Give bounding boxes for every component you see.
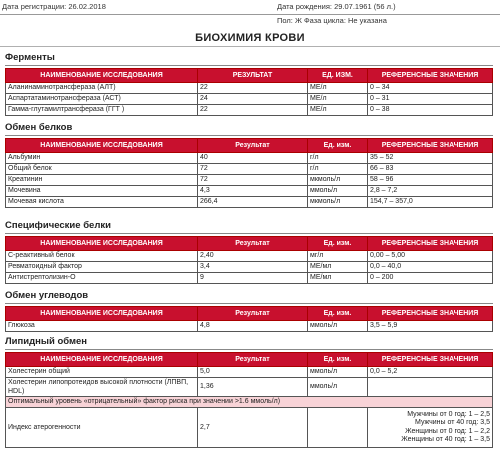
test-unit: г/л [308, 153, 368, 164]
test-ref: 66 – 83 [368, 164, 493, 175]
test-ref [368, 378, 493, 397]
test-name: Креатинин [6, 175, 198, 186]
test-name: Аспартатаминотрансфераза (АСТ) [6, 94, 198, 105]
test-unit: ммоль/л [308, 378, 368, 397]
section-lipids [5, 336, 493, 448]
table-row [6, 164, 493, 175]
test-ref: 0 – 34 [368, 83, 493, 94]
test-name: Гамма-глутамилтрансфераза (ГГТ ) [6, 105, 198, 116]
table-row [6, 273, 493, 284]
table-header-row [6, 69, 493, 83]
table-header-row [6, 237, 493, 251]
col-result-header: Результат [198, 139, 308, 153]
test-unit: ммоль/л [308, 321, 368, 332]
test-unit: ммоль/л [308, 367, 368, 378]
test-ref: 0,0 – 5,2 [368, 367, 493, 378]
table-row [6, 321, 493, 332]
col-result-header: РЕЗУЛЬТАТ [198, 69, 308, 83]
section-divider [5, 135, 493, 136]
test-name: Альбумин [6, 153, 198, 164]
test-result: 22 [198, 105, 308, 116]
table-row-note [6, 397, 493, 408]
test-name: Индекс атерогенности [6, 408, 198, 448]
table-row [6, 186, 493, 197]
col-ref-header: РЕФЕРЕНСНЫЕ ЗНАЧЕНИЯ [368, 307, 493, 321]
test-name: Мочевая кислота [6, 197, 198, 208]
test-ref: 0 – 200 [368, 273, 493, 284]
section-title: Специфические белки [5, 220, 111, 231]
table-header-row [6, 139, 493, 153]
col-result-header: Результат [198, 353, 308, 367]
test-name: Антистрептолизин-О [6, 273, 198, 284]
table-header-row [6, 307, 493, 321]
section-divider [5, 233, 493, 234]
section-divider [5, 65, 493, 66]
test-ref: 0,00 – 5,00 [368, 251, 493, 262]
col-name-header: НАИМЕНОВАНИЕ ИССЛЕДОВАНИЯ [6, 69, 198, 83]
test-result: 40 [198, 153, 308, 164]
table-row [6, 378, 493, 397]
col-unit-header: Ед. изм. [308, 139, 368, 153]
col-name-header: НАИМЕНОВАНИЕ ИССЛЕДОВАНИЯ [6, 307, 198, 321]
test-unit: мкмоль/л [308, 197, 368, 208]
col-unit-header: ЕД. ИЗМ. [308, 69, 368, 83]
test-unit: МЕ/мл [308, 262, 368, 273]
results-table [5, 68, 493, 116]
col-ref-header: РЕФЕРЕНСНЫЕ ЗНАЧЕНИЯ [368, 69, 493, 83]
section-title: Ферменты [5, 52, 55, 63]
test-name: Холестерин липопротеидов высокой плотности (ЛПВП, HDL) [6, 378, 198, 397]
test-ref: 2,8 – 7,2 [368, 186, 493, 197]
test-result: 266,4 [198, 197, 308, 208]
col-ref-header: РЕФЕРЕНСНЫЕ ЗНАЧЕНИЯ [368, 237, 493, 251]
results-table [5, 352, 493, 448]
section-divider [5, 303, 493, 304]
table-row [6, 153, 493, 164]
test-result: 9 [198, 273, 308, 284]
test-result: 2,7 [198, 408, 308, 448]
test-unit [308, 408, 368, 448]
ref-line: Мужчины от 40 год: 3,5 [415, 419, 490, 426]
test-result: 22 [198, 83, 308, 94]
test-unit: мг/л [308, 251, 368, 262]
test-name: Глюкоза [6, 321, 198, 332]
col-ref-header: РЕФЕРЕНСНЫЕ ЗНАЧЕНИЯ [368, 353, 493, 367]
table-header-row [6, 353, 493, 367]
table-row [6, 262, 493, 273]
test-ref: 35 – 52 [368, 153, 493, 164]
test-unit: МЕ/л [308, 105, 368, 116]
test-unit: МЕ/л [308, 94, 368, 105]
table-row [6, 83, 493, 94]
table-row [6, 175, 493, 186]
test-result: 5,0 [198, 367, 308, 378]
results-table [5, 138, 493, 208]
test-result: 4,8 [198, 321, 308, 332]
birth-date: Дата рождения: 29.07.1961 (56 л.) [277, 2, 396, 11]
col-unit-header: Ед. изм. [308, 353, 368, 367]
sex-cycle-phase: Пол: Ж Фаза цикла: Не указана [277, 16, 387, 25]
col-name-header: НАИМЕНОВАНИЕ ИССЛЕДОВАНИЯ [6, 139, 198, 153]
col-result-header: Результат [198, 307, 308, 321]
ref-line: Женщины от 0 год: 1 – 2,2 [405, 427, 490, 435]
col-unit-header: Ед. изм. [308, 237, 368, 251]
test-name: Мочевина [6, 186, 198, 197]
ref-line: Мужчины от 0 год: 1 – 2,5 [407, 410, 490, 418]
test-name: Общий белок [6, 164, 198, 175]
section-specific-proteins [5, 220, 493, 284]
test-name: Ревматоидный фактор [6, 262, 198, 273]
note-text: Оптимальный уровень «отрицательный» фактор риска при значении >1.6 ммоль/л) [6, 397, 493, 408]
test-result: 24 [198, 94, 308, 105]
test-ref: 3,5 – 5,9 [368, 321, 493, 332]
col-name-header: НАИМЕНОВАНИЕ ИССЛЕДОВАНИЯ [6, 353, 198, 367]
section-title: Обмен углеводов [5, 290, 89, 301]
header-divider [0, 14, 500, 15]
table-row [6, 197, 493, 208]
section-title: Обмен белков [5, 122, 73, 133]
test-ref: 0 – 38 [368, 105, 493, 116]
test-result: 3,4 [198, 262, 308, 273]
title-divider [0, 46, 500, 47]
test-result: 1,36 [198, 378, 308, 397]
section-divider [5, 349, 493, 350]
test-result: 72 [198, 164, 308, 175]
col-unit-header: Ед. изм. [308, 307, 368, 321]
test-unit: ммоль/л [308, 186, 368, 197]
table-row [6, 408, 493, 448]
results-table [5, 306, 493, 332]
test-unit: МЕ/л [308, 83, 368, 94]
test-ref-list [368, 408, 493, 448]
test-result: 2,40 [198, 251, 308, 262]
col-result-header: Результат [198, 237, 308, 251]
test-unit: мкмоль/л [308, 175, 368, 186]
table-row [6, 105, 493, 116]
test-ref: 0,0 – 40,0 [368, 262, 493, 273]
test-ref: 0 – 31 [368, 94, 493, 105]
section-proteins [5, 122, 493, 208]
registration-date: Дата регистрации: 26.02.2018 [2, 2, 106, 11]
test-result: 4,3 [198, 186, 308, 197]
table-row [6, 367, 493, 378]
table-row [6, 251, 493, 262]
ref-line: Женщины от 40 год: 1 – 3,5 [401, 436, 490, 443]
page-title: БИОХИМИЯ КРОВИ [195, 32, 305, 44]
test-name: Холестерин общий [6, 367, 198, 378]
test-result: 72 [198, 175, 308, 186]
test-name: Аланинаминотрансфераза (АЛТ) [6, 83, 198, 94]
section-ferments [5, 52, 493, 116]
test-ref: 154,7 – 357,0 [368, 197, 493, 208]
test-unit: МЕ/мл [308, 273, 368, 284]
col-ref-header: РЕФЕРЕНСНЫЕ ЗНАЧЕНИЯ [368, 139, 493, 153]
test-name: С-реактивный белок [6, 251, 198, 262]
table-row [6, 94, 493, 105]
section-carbs [5, 290, 493, 332]
section-title: Липидный обмен [5, 336, 88, 347]
col-name-header: НАИМЕНОВАНИЕ ИССЛЕДОВАНИЯ [6, 237, 198, 251]
test-ref: 58 – 96 [368, 175, 493, 186]
results-table [5, 236, 493, 284]
test-unit: г/л [308, 164, 368, 175]
